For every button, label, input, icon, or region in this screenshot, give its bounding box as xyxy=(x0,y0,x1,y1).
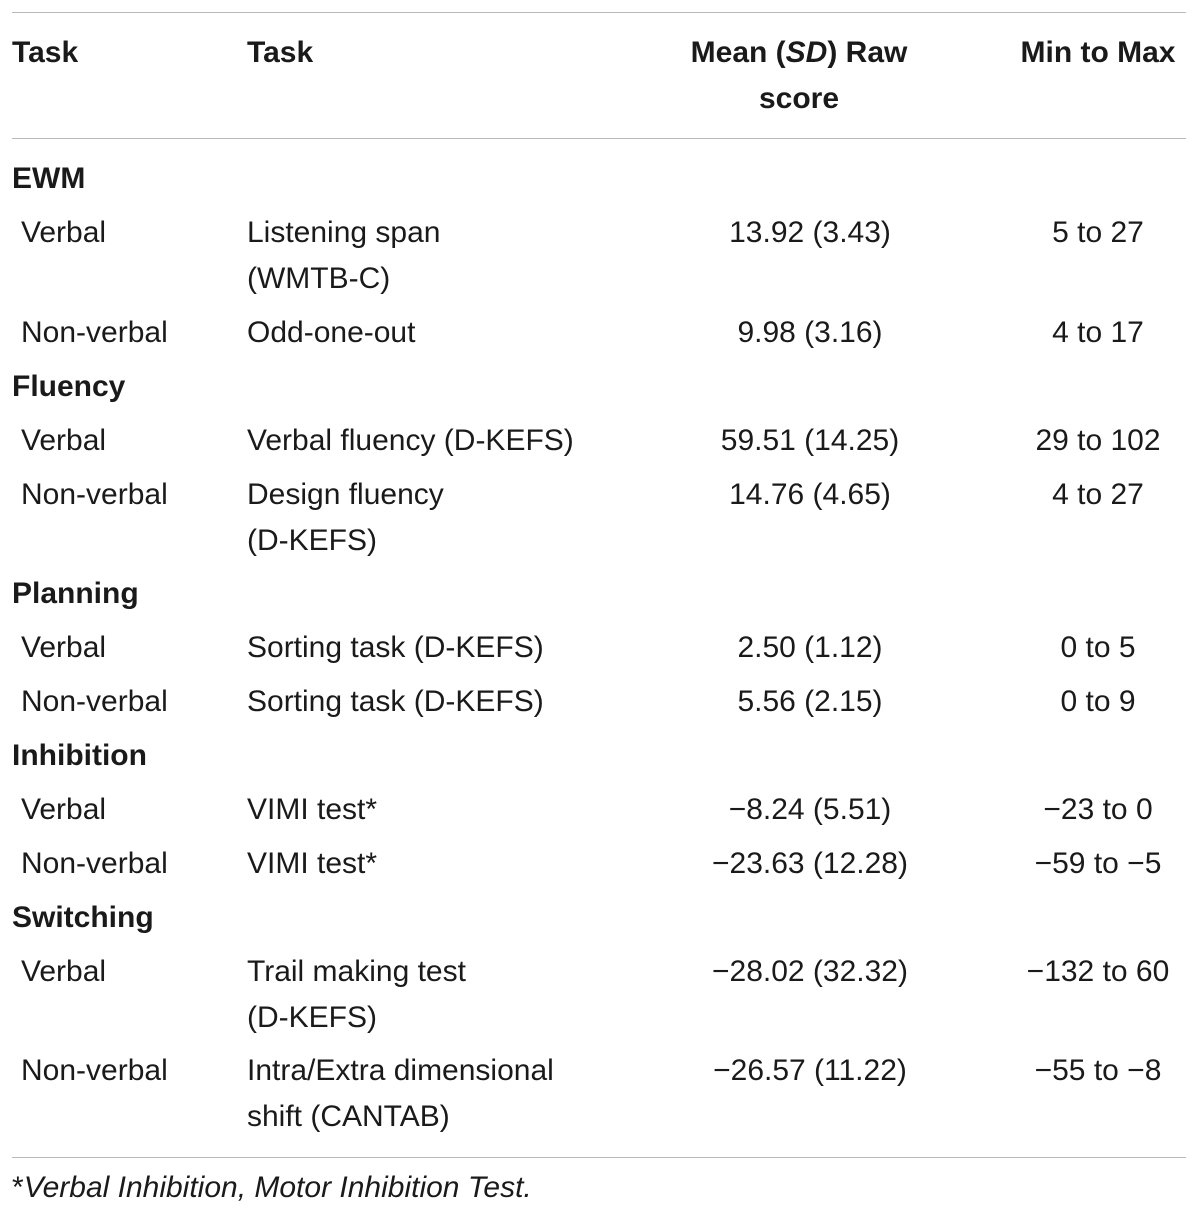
row-range: 4 to 17 xyxy=(1052,316,1144,349)
row-task: Sorting task (D-KEFS) xyxy=(247,631,544,664)
section-title: Planning xyxy=(12,577,139,610)
row-range: −59 to −5 xyxy=(1034,847,1162,880)
row-type: Non-verbal xyxy=(21,478,168,511)
row-range: −23 to 0 xyxy=(1043,793,1153,826)
row-range: 0 to 9 xyxy=(1060,685,1136,718)
row-type: Non-verbal xyxy=(21,316,168,349)
row-task-line1: Design fluency xyxy=(247,478,444,511)
row-task xyxy=(247,472,647,564)
row-mean: 5.56 (2.15) xyxy=(737,685,883,718)
row-type: Verbal xyxy=(21,216,107,249)
section-title: Inhibition xyxy=(12,739,147,772)
footnote-marker: * xyxy=(12,1171,24,1204)
row-range: −55 to −8 xyxy=(1034,1054,1162,1087)
header-mean-line2: score xyxy=(758,82,840,115)
row-mean: 13.92 (3.43) xyxy=(729,216,891,249)
row-type: Non-verbal xyxy=(21,685,168,718)
row-task: Verbal fluency (D-KEFS) xyxy=(247,424,574,457)
row-task: Odd-one-out xyxy=(247,316,416,349)
row-task-line1: Trail making test xyxy=(247,955,466,988)
row-mean: −26.57 (11.22) xyxy=(713,1054,907,1087)
header-task-category: Task xyxy=(12,36,79,69)
footnote xyxy=(12,1168,532,1208)
row-task: VIMI test* xyxy=(247,793,378,826)
header-mean-sd-label: SD xyxy=(785,36,828,69)
row-task: Sorting task (D-KEFS) xyxy=(247,685,544,718)
row-type: Non-verbal xyxy=(21,847,168,880)
header-min-max: Min to Max xyxy=(1020,36,1176,69)
row-type: Verbal xyxy=(21,424,107,457)
row-mean: 2.50 (1.12) xyxy=(737,631,883,664)
header-rule xyxy=(12,138,1186,139)
row-task: VIMI test* xyxy=(247,847,378,880)
row-range: 4 to 27 xyxy=(1052,478,1144,511)
header-task-name: Task xyxy=(247,36,314,69)
row-range: 29 to 102 xyxy=(1035,424,1161,457)
row-mean: 59.51 (14.25) xyxy=(720,424,900,457)
row-task-line2: (D-KEFS) xyxy=(247,524,377,557)
row-mean: −8.24 (5.51) xyxy=(728,793,892,826)
section-title: Fluency xyxy=(12,370,126,403)
row-task-line2: shift (CANTAB) xyxy=(247,1100,450,1133)
section-title: EWM xyxy=(12,162,86,195)
header-mean-sd xyxy=(660,30,938,122)
row-range: 0 to 5 xyxy=(1060,631,1136,664)
row-mean: 9.98 (3.16) xyxy=(737,316,883,349)
row-task xyxy=(247,949,647,1041)
footnote-text: Verbal Inhibition, Motor Inhibition Test. xyxy=(23,1171,532,1204)
section-title: Switching xyxy=(12,901,154,934)
row-range: −132 to 60 xyxy=(1026,955,1170,988)
row-task-line2: (D-KEFS) xyxy=(247,1001,377,1034)
header-mean-post: ) Raw xyxy=(827,36,908,69)
row-mean: 14.76 (4.65) xyxy=(729,478,891,511)
table-top-rule xyxy=(12,12,1186,13)
row-range: 5 to 27 xyxy=(1052,216,1144,249)
row-task xyxy=(247,210,647,302)
row-type: Verbal xyxy=(21,793,107,826)
row-type: Verbal xyxy=(21,631,107,664)
row-mean: −28.02 (32.32) xyxy=(712,955,908,988)
table-bottom-rule xyxy=(12,1157,1186,1158)
row-task-line1: Listening span xyxy=(247,216,441,249)
row-mean: −23.63 (12.28) xyxy=(712,847,908,880)
row-task-line1: Intra/Extra dimensional xyxy=(247,1054,554,1087)
header-mean-pre: Mean ( xyxy=(690,36,786,69)
row-type: Verbal xyxy=(21,955,107,988)
row-task xyxy=(247,1048,647,1140)
row-task-line2: (WMTB-C) xyxy=(247,262,391,295)
row-type: Non-verbal xyxy=(21,1054,168,1087)
